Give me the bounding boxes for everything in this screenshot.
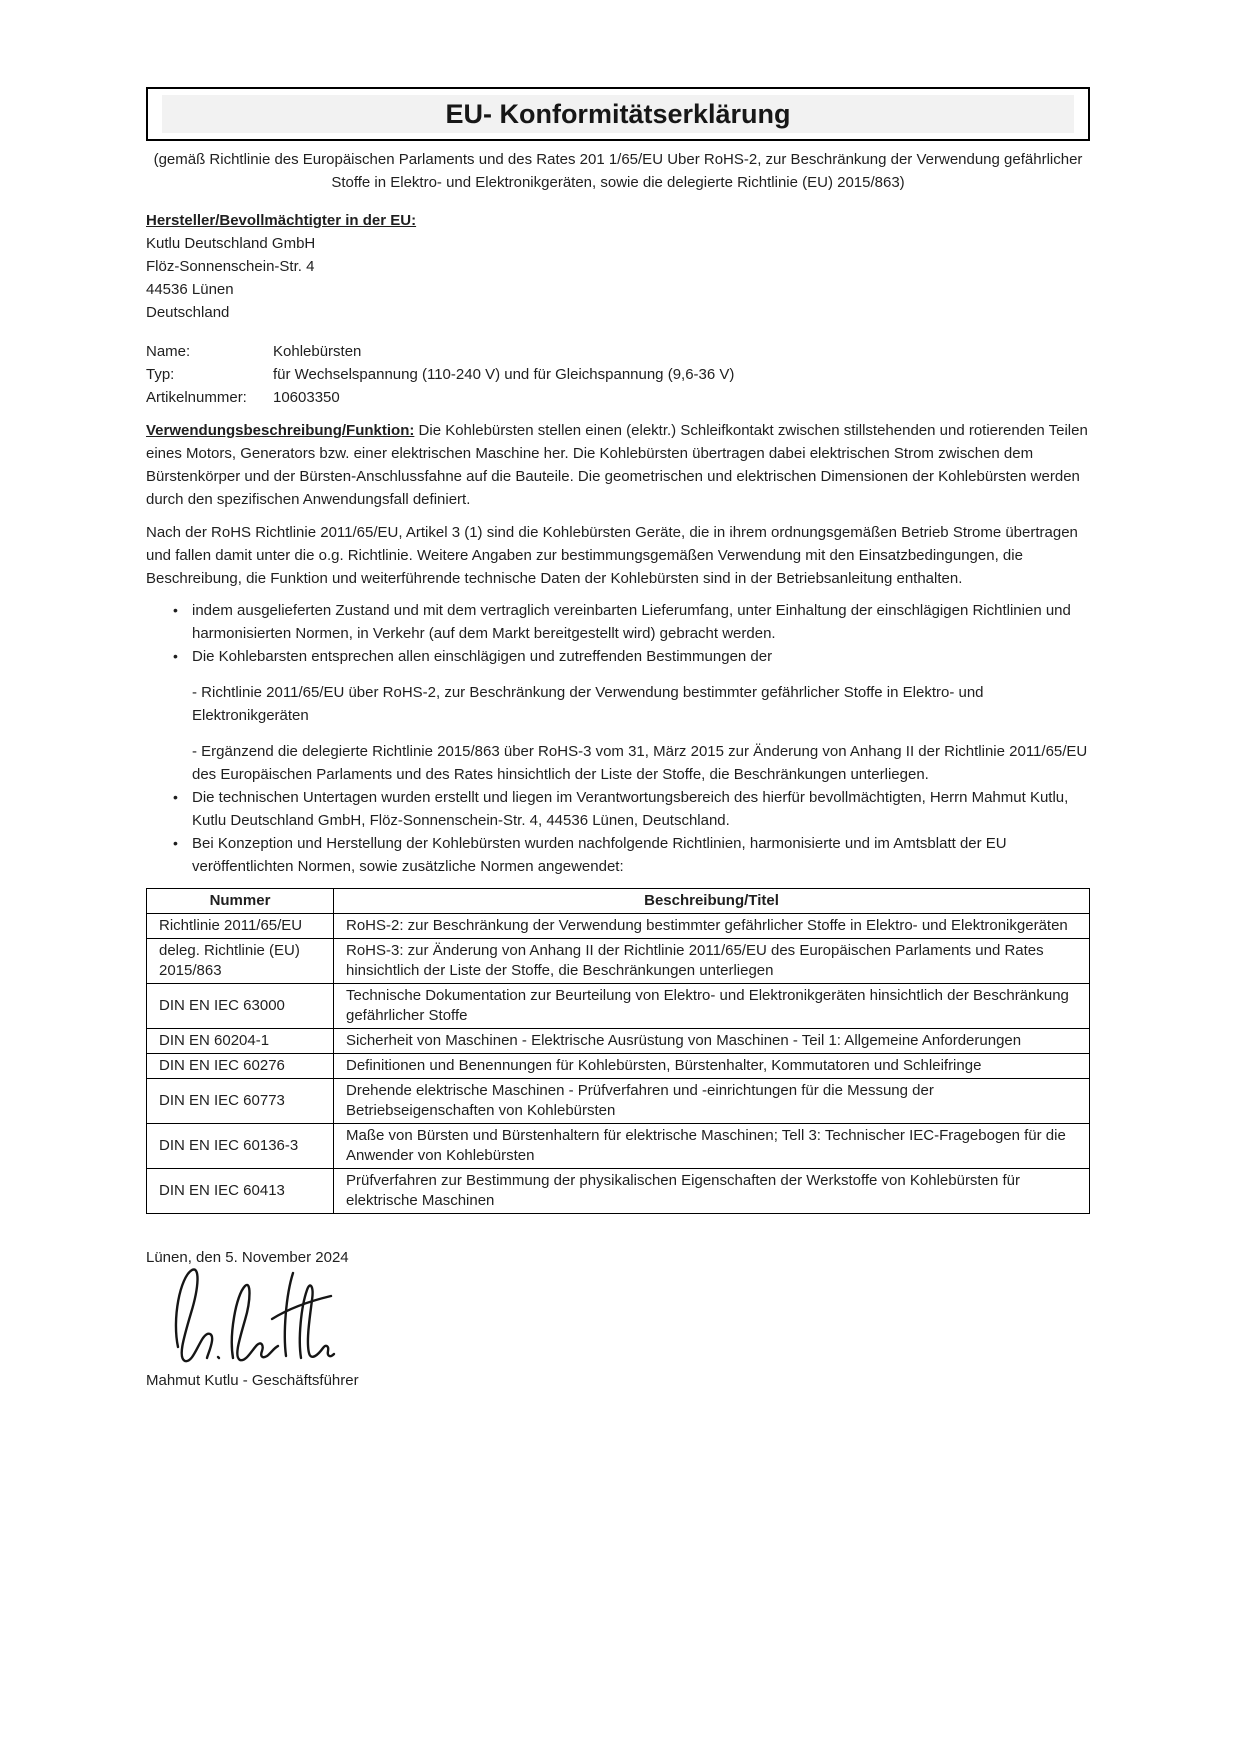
bullet-item: [146, 645, 1090, 668]
standards-table: [146, 888, 1090, 1214]
product-field-value: 10603350: [273, 389, 340, 406]
handwritten-signature-icon: [166, 1263, 341, 1367]
standard-number-cell: DIN EN IEC 60136-3: [147, 1124, 334, 1169]
address-line: 44536 Lünen: [146, 281, 234, 298]
standard-description-cell: Definitionen und Benennungen für Kohlebürsten, Bürstenhalter, Kommutatoren und Schleifringe: [334, 1054, 1090, 1079]
bullet-item: [146, 832, 1090, 878]
product-field-value: Kohlebürsten: [273, 343, 362, 360]
title-background: [162, 95, 1074, 133]
product-row: [146, 363, 1090, 386]
standard-number-cell: DIN EN IEC 60276: [147, 1054, 334, 1079]
bullet-text: Bei Konzeption und Herstellung der Kohlebürsten wurden nachfolgende Richtlinien, harmonisierte und im Amtsblatt der EU veröffentlichten Normen, sowie zusätzliche Normen angewendet:: [192, 835, 1007, 875]
page-title: EU- Konformitätserklärung: [445, 99, 791, 129]
address-line: Deutschland: [146, 304, 230, 321]
bullet-text: Die technischen Untertagen wurden erstellt und liegen im Verantwortungsbereich des hierfür bevollmächtigten, Herrn Mahmut Kutlu, Kutlu Deutschland GmbH, Flöz-Sonnenschein-Str. 4, 44536 Lünen, Deutschland.: [192, 789, 1069, 829]
manufacturer-address: [146, 232, 1090, 324]
title-box: [146, 87, 1090, 141]
usage-heading: Verwendungsbeschreibung/Funktion:: [146, 422, 415, 439]
subtitle-line-2: Stoffe in Elektro- und Elektronikgeräten, sowie die delegierte Richtlinie (EU) 2015/863): [331, 174, 905, 191]
table-header-row: [147, 889, 1090, 914]
address-line: Flöz-Sonnenschein-Str. 4: [146, 258, 315, 275]
standards-table-body: [147, 914, 1090, 1214]
manufacturer-heading: Hersteller/Bevollmächtigter in der EU:: [146, 212, 417, 229]
table-row: [147, 914, 1090, 939]
table-row: [147, 1124, 1090, 1169]
standard-description-cell: RoHS-2: zur Beschränkung der Verwendung bestimmter gefährlicher Stoffe in Elektro- und Elektronikgeräten: [334, 914, 1090, 939]
product-field-label: Name:: [146, 343, 191, 360]
standard-description-cell: Sicherheit von Maschinen - Elektrische Ausrüstung von Maschinen - Teil 1: Allgemeine Anforderungen: [334, 1029, 1090, 1054]
address-line: Kutlu Deutschland GmbH: [146, 235, 316, 252]
table-row: [147, 1029, 1090, 1054]
table-row: [147, 1054, 1090, 1079]
table-row: [147, 1079, 1090, 1124]
bullet-subitem: - Richtlinie 2011/65/EU über RoHS-2, zur Beschränkung der Verwendung bestimmter gefährlicher Stoffe in Elektro- und Elektronikgeräten: [192, 684, 984, 724]
manufacturer-section: [146, 209, 1090, 232]
signer-name: Mahmut Kutlu - Geschäftsführer: [146, 1372, 359, 1389]
standard-description-cell: RoHS-3: zur Änderung von Anhang II der Richtlinie 2011/65/EU des Europäischen Parlaments und Rates hinsichtlich der Liste der Stoffe, die Beschränkungen unterliegen: [334, 939, 1090, 984]
standard-number-cell: Richtlinie 2011/65/EU: [147, 914, 334, 939]
product-row: [146, 386, 1090, 409]
bullet-text: Die Kohlebarsten entsprechen allen einschlägigen und zutreffenden Bestimmungen der: [192, 648, 773, 665]
bullet-marker-icon: •: [173, 602, 178, 618]
bullet-marker-icon: •: [173, 648, 178, 664]
standard-number-cell: deleg. Richtlinie (EU) 2015/863: [147, 939, 334, 984]
table-header-beschreibung: Beschreibung/Titel: [334, 889, 1090, 914]
table-row: [147, 939, 1090, 984]
standard-number-cell: DIN EN IEC 63000: [147, 984, 334, 1029]
standard-description-cell: Prüfverfahren zur Bestimmung der physikalischen Eigenschaften der Werkstoffe von Kohlebürsten für elektrische Maschinen: [334, 1169, 1090, 1214]
table-row: [147, 984, 1090, 1029]
bullet-item: [146, 786, 1090, 832]
bullet-list: [146, 599, 1090, 878]
table-header-nummer: Nummer: [147, 889, 334, 914]
standard-number-cell: DIN EN 60204-1: [147, 1029, 334, 1054]
standard-description-cell: Drehende elektrische Maschinen - Prüfverfahren und -einrichtungen für die Messung der Betriebseigenschaften von Kohlebürsten: [334, 1079, 1090, 1124]
signature-area: [166, 1263, 1090, 1367]
bullet-text: indem ausgelieferten Zustand und mit dem vertraglich vereinbarten Lieferumfang, unter Einhaltung der einschlägigen Richtlinien und harmonisierten Normen, in Verkehr (auf dem Markt bereitgestellt wird) gebracht werden.: [192, 602, 1071, 642]
bullet-subitem: - Ergänzend die delegierte Richtlinie 2015/863 über RoHS-3 vom 31, März 2015 zur Änderung von Anhang II der Richtlinie 2011/65/EU des Europäischen Parlaments und des Rates hinsichtlich der Liste der Stoffe, die Beschränkungen unterliegen.: [192, 743, 1088, 783]
standard-description-cell: Maße von Bürsten und Bürstenhaltern für elektrische Maschinen; Tell 3: Technischer IEC-Fragebogen für die Anwender von Kohlebürsten: [334, 1124, 1090, 1169]
product-field-label: Typ:: [146, 366, 175, 383]
bullet-marker-icon: •: [173, 789, 178, 805]
standard-description-cell: Technische Dokumentation zur Beurteilung von Elektro- und Elektronikgeräten hinsichtlich der Beschränkung gefährlicher Stoffe: [334, 984, 1090, 1029]
bullet-item: [146, 599, 1090, 645]
document-subtitle: [146, 148, 1090, 194]
product-field-label: Artikelnummer:: [146, 389, 247, 406]
rohs-paragraph: Nach der RoHS Richtlinie 2011/65/EU, Artikel 3 (1) sind die Kohlebürsten Geräte, die in ihrem ordnungsgemäßen Betrieb Strome übertragen und fallen damit unter die o.g. Richtlinie. Weitere Angaben zur bestimmungsgemäßen Verwendung mit den Einsatzbedingungen, die Beschreibung, die Funktion und weiterführende technische Daten der Kohlebürsten sind in der Betriebsanleitung enthalten.: [146, 524, 1078, 587]
standard-number-cell: DIN EN IEC 60413: [147, 1169, 334, 1214]
place-date: Lünen, den 5. November 2024: [146, 1249, 349, 1266]
product-field-value: für Wechselspannung (110-240 V) und für Gleichspannung (9,6-36 V): [273, 366, 735, 383]
subtitle-line-1: (gemäß Richtlinie des Europäischen Parlaments und des Rates 201 1/65/EU Uber RoHS-2, zur Beschränkung der Verwendung gefährlicher: [153, 151, 1083, 168]
standard-number-cell: DIN EN IEC 60773: [147, 1079, 334, 1124]
usage-text: Die Kohlebürsten stellen einen (elektr.) Schleifkontakt zwischen stillstehenden und rotierenden Teilen eines Motors, Generators bzw. einer elektrischen Maschine her. Die Kohlebürsten übertragen dabei elektrischen Strom zwischen dem Bürstenkörper und der Bürsten-Anschlussfahne auf die Bauteile. Die geometrischen und elektrischen Dimensionen der Kohlebürsten werden durch den spezifischen Anwendungsfall definiert.: [146, 422, 1088, 508]
product-info: [146, 340, 1090, 409]
usage-paragraph: [146, 419, 1090, 511]
bullet-marker-icon: •: [173, 835, 178, 851]
product-row: [146, 340, 1090, 363]
table-row: [147, 1169, 1090, 1214]
